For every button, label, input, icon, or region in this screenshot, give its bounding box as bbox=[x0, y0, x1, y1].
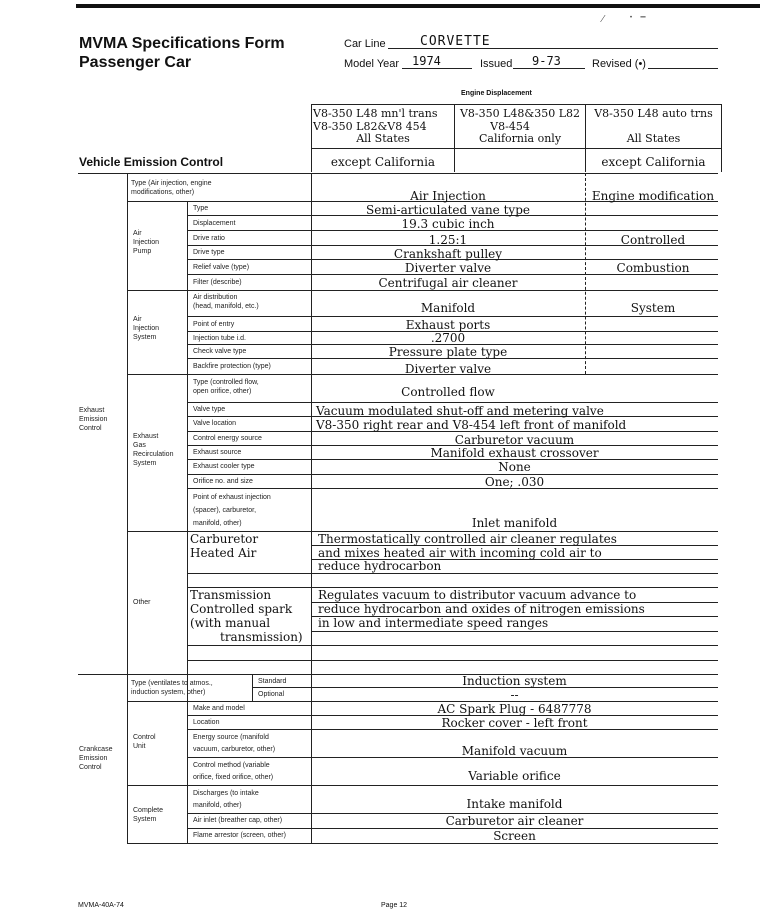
top-rule bbox=[76, 4, 760, 8]
row-line bbox=[187, 645, 718, 646]
label-make-model: Make and model bbox=[193, 705, 245, 712]
label-drive-type: Drive type bbox=[193, 249, 225, 256]
group-other: Other bbox=[133, 599, 151, 606]
label-standard: Standard bbox=[258, 678, 287, 685]
label-check-valve: Check valve type bbox=[193, 348, 247, 355]
col1-line3: All States bbox=[356, 132, 410, 145]
car-line-value: CORVETTE bbox=[420, 34, 491, 49]
value-orifice: One; .030 bbox=[484, 475, 545, 489]
label-displacement: Displacement bbox=[193, 220, 236, 227]
label-energy-source: Energy source (manifold vacuum, carburetor, other) bbox=[193, 734, 276, 753]
col1-line4: except California bbox=[330, 155, 436, 169]
table-bottom bbox=[127, 843, 718, 844]
model-year-underline bbox=[402, 68, 472, 69]
label-point-of-entry: Point of entry bbox=[193, 321, 235, 328]
issued-underline bbox=[513, 68, 585, 69]
other-label-carburetor: Carburetor bbox=[190, 532, 259, 546]
value-make-model: AC Spark Plug - 6487778 bbox=[437, 702, 592, 716]
other-text-3: reduce hydrocarbon bbox=[318, 559, 442, 573]
other-label-heated-air: Heated Air bbox=[190, 546, 257, 560]
label-valve-type: Valve type bbox=[193, 406, 226, 413]
label-drive-ratio: Drive ratio bbox=[193, 235, 225, 242]
value-point-injection: Inlet manifold bbox=[471, 516, 558, 530]
value-check-valve: Pressure plate type bbox=[388, 345, 508, 359]
label-pump-type: Type bbox=[193, 205, 209, 212]
row-line bbox=[127, 785, 718, 786]
value-engine-modification: Engine modification bbox=[591, 189, 715, 203]
pen-mark: ⁄ bbox=[602, 14, 604, 25]
value-drive-ratio: 1.25:1 bbox=[428, 233, 468, 247]
table-divider bbox=[252, 674, 253, 701]
other-label-with-manual: (with manual bbox=[190, 616, 271, 630]
revised-underline bbox=[648, 68, 718, 69]
value-combustion: Combustion bbox=[616, 261, 690, 275]
value-flame-arrestor: Screen bbox=[493, 829, 536, 843]
col3-line3: All States bbox=[626, 132, 681, 145]
other-text-4: Regulates vacuum to distributor vacuum advance to bbox=[318, 588, 637, 602]
pen-mark: ⋅ − bbox=[628, 12, 647, 23]
value-energy-source: Manifold vacuum bbox=[461, 744, 568, 758]
label-point-injection: Point of exhaust injection (spacer), carburetor, manifold, other) bbox=[193, 494, 271, 527]
value-point-of-entry: Exhaust ports bbox=[405, 318, 491, 332]
group-crankcase: Crankcase Emission Control bbox=[79, 746, 113, 771]
footer-page-number: Page 12 bbox=[381, 902, 408, 909]
value-exhaust-cooler: None bbox=[498, 460, 531, 474]
label-air-inlet: Air inlet (breather cap, other) bbox=[193, 817, 283, 824]
row-line bbox=[311, 631, 718, 632]
label-exhaust-source: Exhaust source bbox=[193, 449, 242, 456]
row-line bbox=[187, 316, 718, 317]
row-line bbox=[127, 290, 718, 291]
value-valve-location: V8-350 right rear and V8-454 left front of manifold bbox=[316, 418, 627, 432]
col1-line2: V8-350 L82&V8 454 bbox=[313, 120, 427, 133]
label-exhaust-cooler: Exhaust cooler type bbox=[193, 463, 255, 470]
form-title: MVMA Specifications Form bbox=[79, 35, 285, 52]
value-injection-tube: .2700 bbox=[430, 331, 466, 345]
value-pump-type: Semi-articulated vane type bbox=[366, 203, 530, 217]
footer-form-number: MVMA-40A-74 bbox=[78, 902, 124, 909]
table-top bbox=[78, 173, 718, 174]
label-backfire: Backfire protection (type) bbox=[193, 363, 271, 370]
group-complete-system: Complete System bbox=[133, 807, 163, 823]
form-subtitle: Passenger Car bbox=[79, 54, 192, 71]
col1-line1: V8-350 L48 mn'l trans bbox=[313, 107, 438, 120]
issued-label: Issued bbox=[480, 58, 513, 70]
value-system: System bbox=[630, 301, 676, 315]
value-air-inlet: Carburetor air cleaner bbox=[445, 814, 584, 828]
label-type-air: Type (Air injection, engine modifications, other) bbox=[131, 180, 212, 196]
group-air-injection-pump: Air Injection Pump bbox=[133, 230, 160, 255]
col2-line2: V8-454 bbox=[490, 120, 530, 133]
value-filter: Centrifugal air cleaner bbox=[378, 276, 518, 290]
other-label-transmission: Transmission bbox=[190, 588, 272, 602]
model-year-label: Model Year bbox=[344, 58, 400, 70]
row-line bbox=[187, 573, 718, 574]
label-filter: Filter (describe) bbox=[193, 279, 242, 286]
issued-value: 9-73 bbox=[532, 54, 561, 68]
value-crank-optional: -- bbox=[510, 688, 519, 702]
car-line-underline bbox=[388, 48, 718, 49]
value-location: Rocker cover - left front bbox=[441, 716, 588, 730]
value-crank-standard: Induction system bbox=[462, 674, 567, 688]
label-flame-arrestor: Flame arrestor (screen, other) bbox=[193, 832, 286, 839]
other-text-6: in low and intermediate speed ranges bbox=[318, 616, 549, 630]
table-divider bbox=[187, 201, 188, 843]
value-air-injection: Air Injection bbox=[410, 189, 486, 203]
label-relief-valve: Relief valve (type) bbox=[193, 264, 250, 271]
value-relief-valve: Diverter valve bbox=[404, 261, 492, 275]
group-control-unit: Control Unit bbox=[133, 734, 156, 750]
row-line bbox=[187, 402, 718, 403]
col-header-mid bbox=[311, 148, 721, 149]
value-drive-type: Crankshaft pulley bbox=[393, 247, 503, 261]
label-discharges: Discharges (to intake manifold, other) bbox=[193, 790, 259, 809]
label-crank-type: Type (ventilates to atmos., induction system, other) bbox=[131, 680, 213, 696]
col2-line3: California only bbox=[478, 132, 562, 145]
other-text-5: reduce hydrocarbon and oxides of nitrogen emissions bbox=[318, 602, 645, 616]
car-line-label: Car Line bbox=[344, 38, 386, 50]
value-air-distribution: Manifold bbox=[420, 301, 476, 315]
revised-label: Revised (•) bbox=[592, 58, 646, 70]
label-air-distribution: Air distribution (head, manifold, etc.) bbox=[193, 294, 259, 310]
label-valve-location: Valve location bbox=[193, 420, 237, 427]
col-header-top bbox=[311, 104, 721, 105]
label-orifice: Orifice no. and size bbox=[193, 478, 253, 485]
other-text-2: and mixes heated air with incoming cold air to bbox=[318, 546, 602, 560]
other-label-controlled-spark: Controlled spark bbox=[190, 602, 293, 616]
value-control-method: Variable orifice bbox=[468, 769, 561, 783]
group-exhaust-emission: Exhaust Emission Control bbox=[79, 407, 108, 432]
model-year-value: 1974 bbox=[412, 54, 441, 68]
table-divider bbox=[127, 173, 128, 843]
engine-displacement-label: Engine Displacement bbox=[461, 90, 532, 97]
value-egr-type: Controlled flow bbox=[401, 385, 495, 399]
value-backfire: Diverter valve bbox=[404, 362, 492, 376]
value-exhaust-source: Manifold exhaust crossover bbox=[430, 446, 599, 460]
value-displacement: 19.3 cubic inch bbox=[401, 217, 495, 231]
label-location: Location bbox=[193, 719, 220, 726]
label-control-energy: Control energy source bbox=[193, 435, 262, 442]
label-control-method: Control method (variable orifice, fixed orifice, other) bbox=[193, 762, 274, 781]
value-valve-type: Vacuum modulated shut-off and metering valve bbox=[316, 404, 604, 418]
col2-line1: V8-350 L48&350 L82 bbox=[459, 107, 581, 120]
other-text-1: Thermostatically controlled air cleaner regulates bbox=[318, 532, 617, 546]
section-title: Vehicle Emission Control bbox=[79, 155, 224, 169]
value-controlled: Controlled bbox=[620, 233, 686, 247]
other-label-transmission2: transmission) bbox=[220, 630, 303, 644]
col-divider bbox=[721, 104, 722, 172]
value-discharges: Intake manifold bbox=[466, 797, 563, 811]
col3-line1: V8-350 L48 auto trns bbox=[594, 107, 713, 120]
row-line bbox=[187, 660, 718, 661]
value-control-energy: Carburetor vacuum bbox=[454, 433, 575, 447]
group-egr-system: Exhaust Gas Recirculation System bbox=[133, 433, 174, 467]
label-injection-tube: Injection tube i.d. bbox=[193, 335, 246, 342]
label-optional: Optional bbox=[258, 691, 285, 698]
label-egr-type: Type (controlled flow, open orifice, other) bbox=[193, 379, 259, 395]
col3-line4: except California bbox=[601, 155, 706, 169]
group-air-injection-system: Air Injection System bbox=[133, 316, 160, 341]
